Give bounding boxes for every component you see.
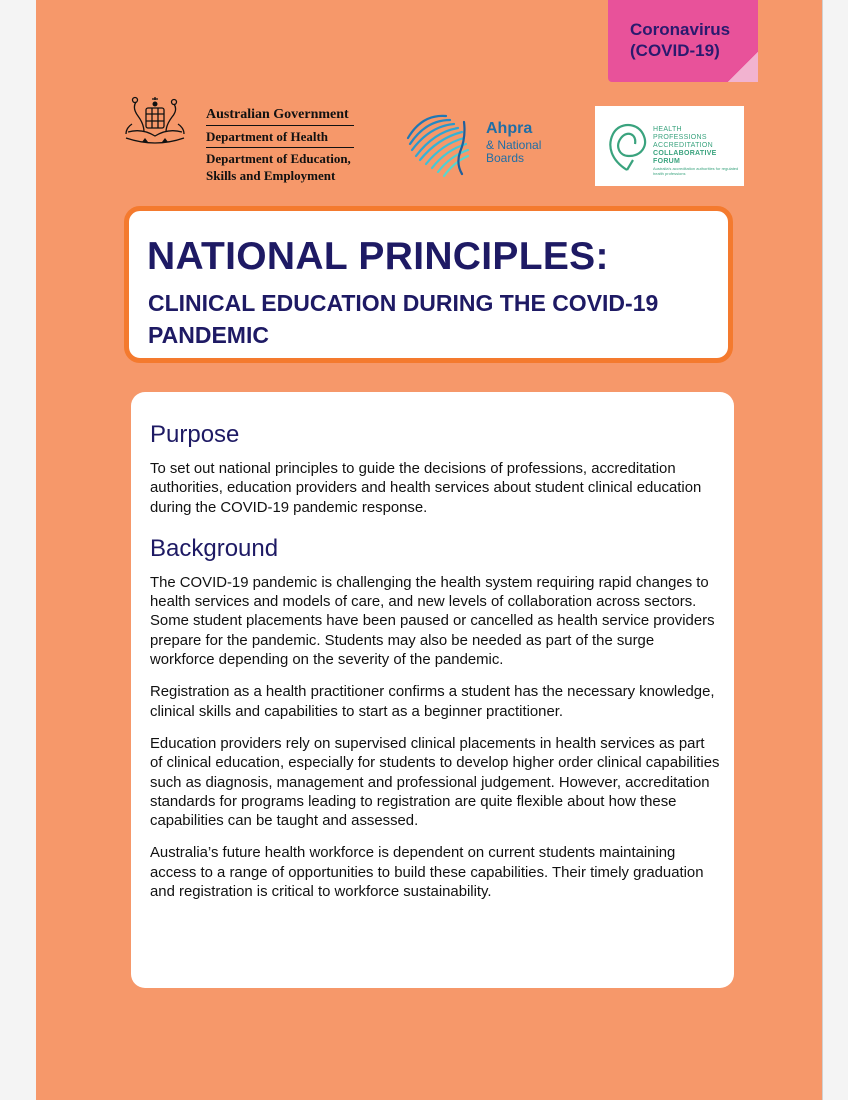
purpose-heading: Purpose	[150, 421, 240, 448]
gov-line-1: Australian Government	[206, 107, 349, 122]
covid-tag-line1: Coronavirus	[630, 20, 731, 39]
background-paragraph: The COVID-19 pandemic is challenging the health system requiring rapid changes to health services and models of care, and new levels of collaboration across sectors. Some student placements have been paused or cancelled as health service providers prepare for the pandemic. Students may also be needed as part of the surge workforce depending on the severity of the pandemic.	[150, 574, 715, 669]
hpacf-line-3: ACCREDITATION	[653, 142, 714, 149]
gov-divider	[206, 125, 354, 126]
purpose-paragraph: To set out national principles to guide the decisions of professions, accreditation authorities, education providers and health services about student clinical education during the COVID-19 pandemic response.	[150, 461, 702, 516]
document-page	[36, 0, 822, 1100]
hpacf-logo	[595, 106, 744, 186]
hpacf-tagline: Australia's accreditation authorities for regulated health professions	[653, 166, 739, 176]
page-subtitle: CLINICAL EDUCATION DURING THE COVID-19 PANDEMIC	[148, 290, 659, 348]
page-title: NATIONAL PRINCIPLES:	[147, 235, 609, 278]
coat-of-arms-icon	[122, 94, 188, 150]
title-box	[124, 206, 733, 363]
covid-tag	[608, 0, 758, 82]
page-edge-divider	[822, 0, 823, 1100]
page-curl-decoration	[728, 52, 758, 82]
government-text-block	[206, 106, 356, 184]
hpacf-line-2: PROFESSIONS	[653, 134, 707, 141]
covid-tag-line2: (COVID-19)	[630, 41, 720, 60]
content-card	[131, 392, 734, 988]
hpacf-line-5: FORUM	[653, 158, 681, 165]
hpacf-line-4: COLLABORATIVE	[653, 150, 717, 157]
background-paragraph: Australia’s future health workforce is dependent on current students maintaining access to a range of opportunities to build these capabilities. Their timely graduation and registration is critical to workforce sustainability.	[150, 845, 704, 901]
ahpra-logo	[402, 108, 552, 180]
ahpra-fan-icon	[402, 108, 482, 180]
content-body	[150, 420, 720, 915]
background-paragraph: Education providers rely on supervised clinical placements in health services as part of clinical education, especially for students to develop higher order clinical capabilities such as diagnosis, management and professional judgement. However, accreditation standards for programs leading to registration are quite flexible about how these capabilities can be taught and assessed.	[150, 735, 720, 830]
hpacf-swirl-icon	[603, 116, 653, 176]
background-paragraph: Registration as a health practitioner confirms a student has the necessary knowledge, clinical skills and capabilities to start as a beginner practitioner.	[150, 684, 715, 720]
ahpra-subtitle: & National Boards	[486, 138, 542, 165]
ahpra-name: Ahpra	[486, 120, 533, 137]
gov-divider	[206, 147, 354, 148]
hpacf-line-1: HEALTH	[653, 126, 682, 133]
gov-line-4: Skills and Employment	[206, 168, 336, 183]
background-heading: Background	[150, 534, 279, 562]
hpacf-text-block	[653, 126, 739, 166]
gov-line-3: Department of Education,	[206, 151, 351, 166]
gov-line-2: Department of Health	[206, 129, 329, 144]
